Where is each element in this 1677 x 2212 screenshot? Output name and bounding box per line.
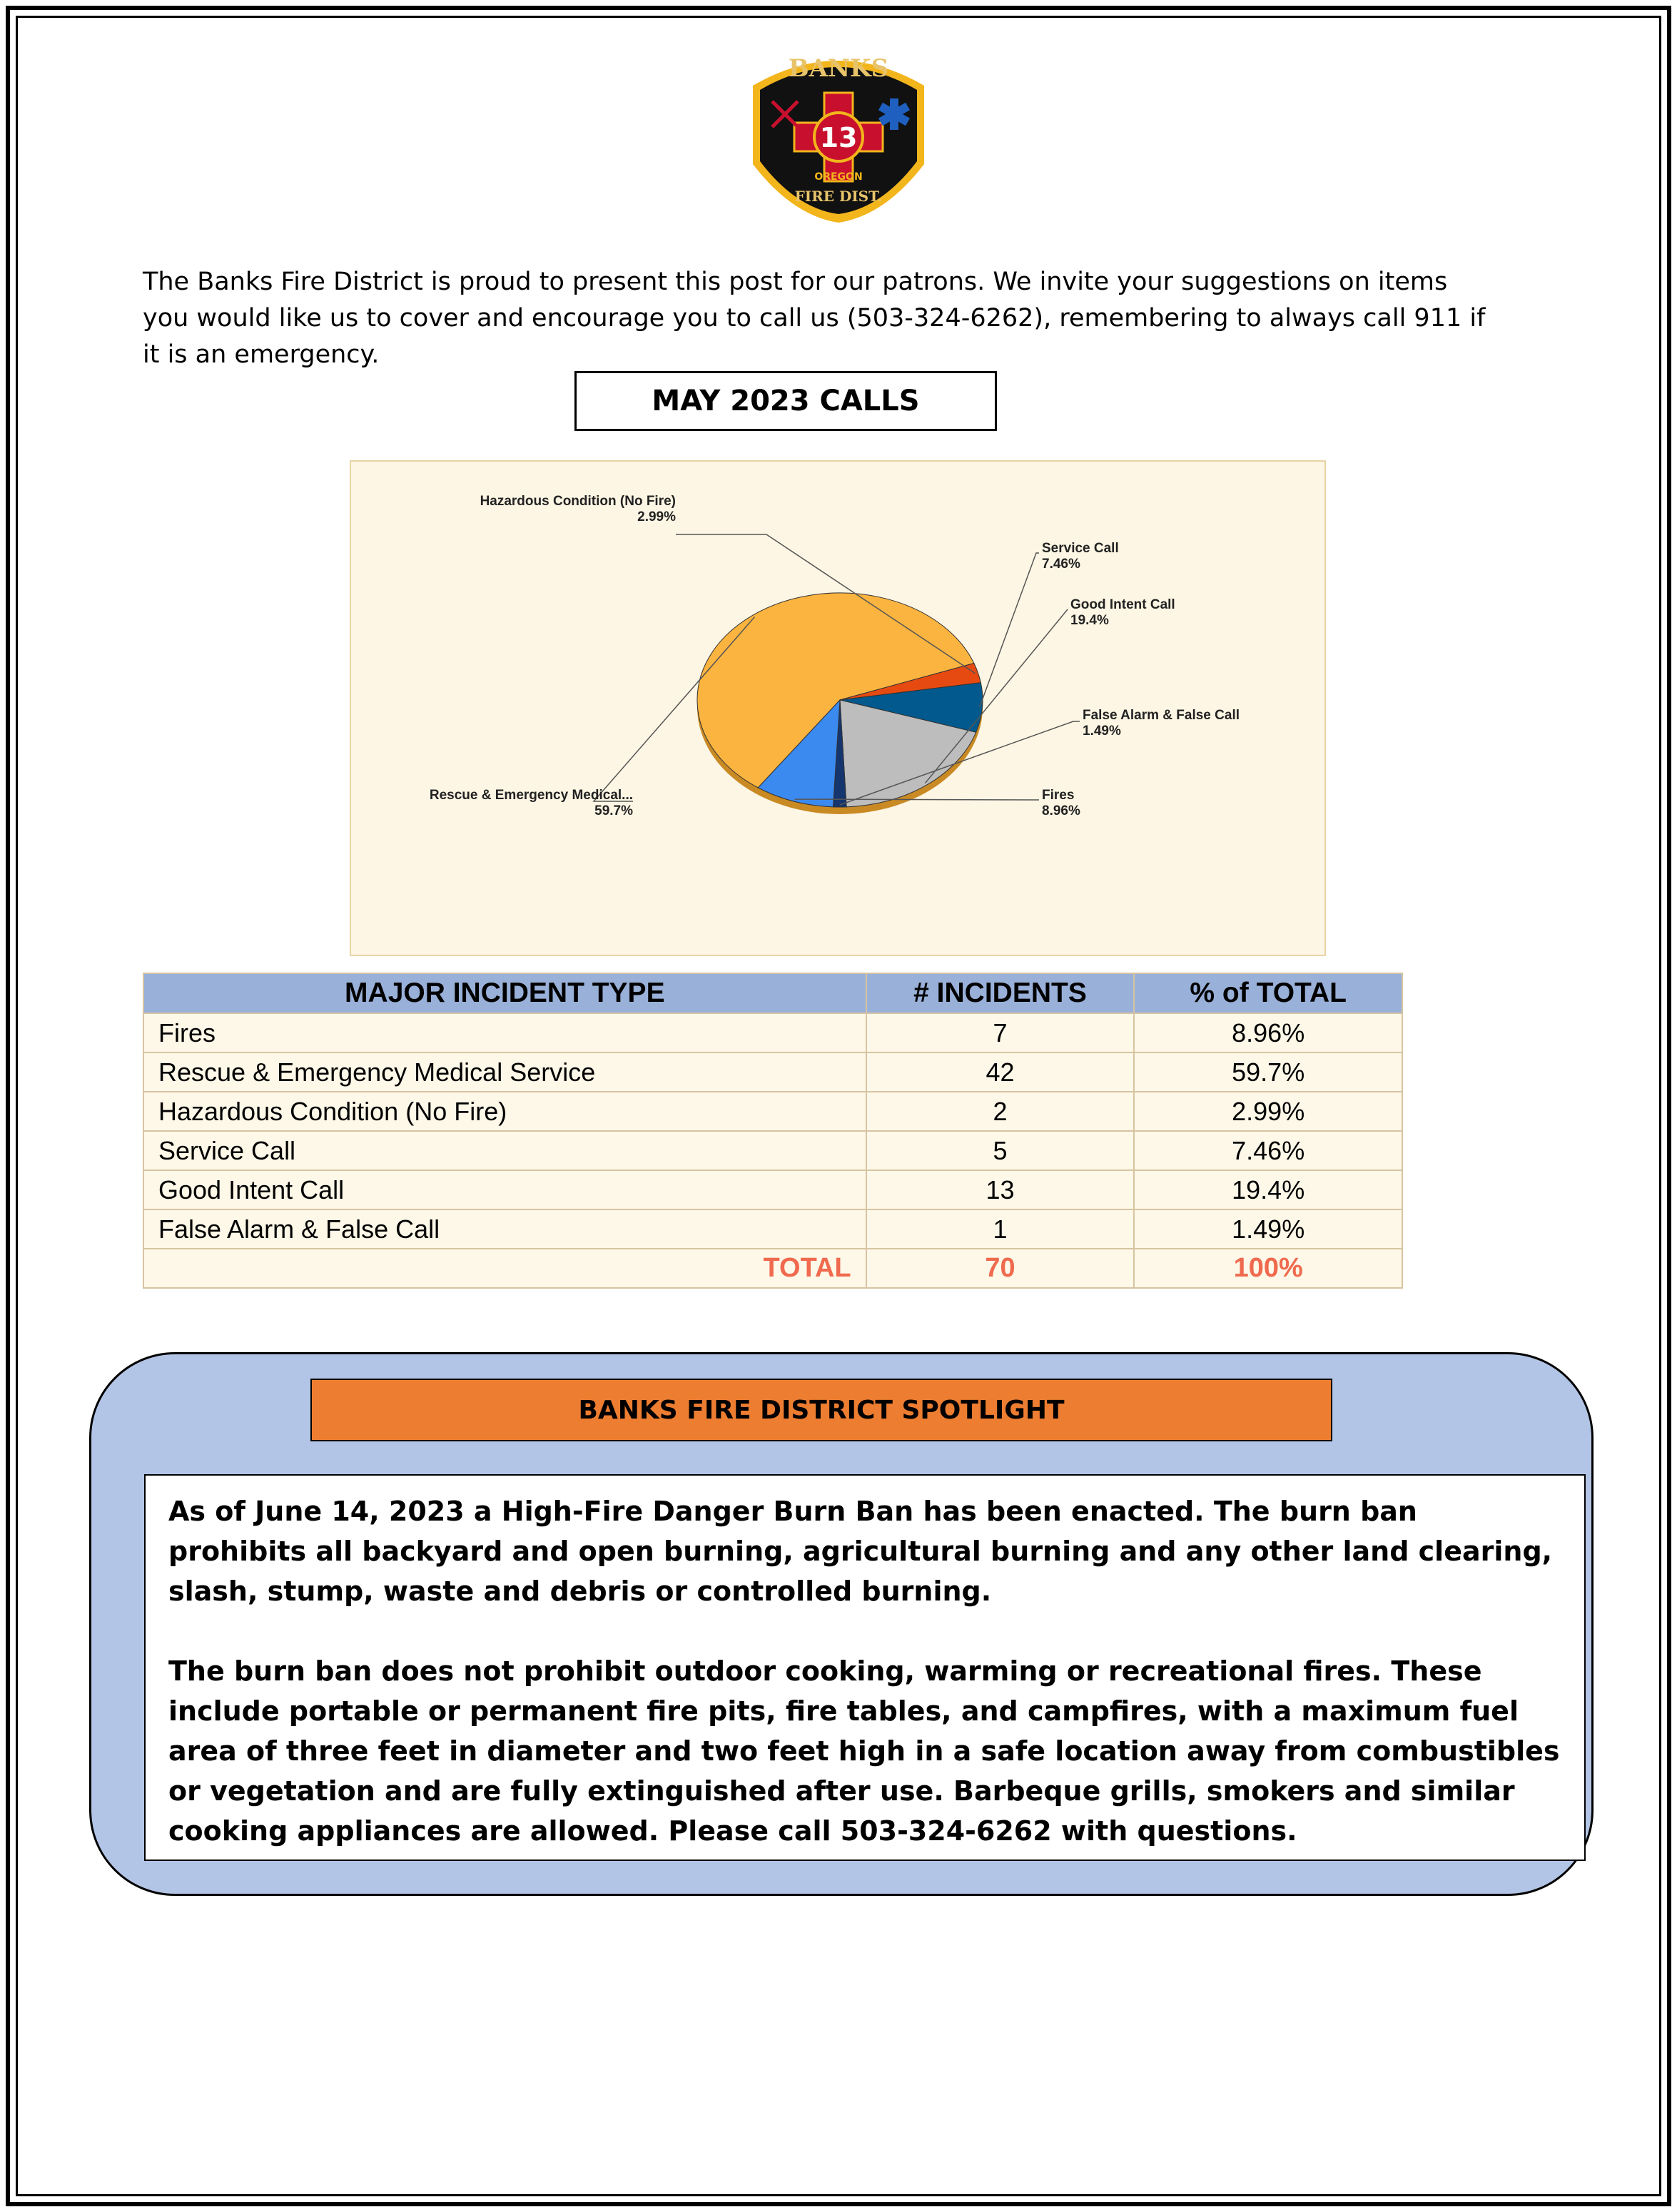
incidents-table xyxy=(143,973,1403,1289)
slice-category-label: False Alarm & False Call xyxy=(1083,708,1240,723)
table-row xyxy=(143,1170,1402,1209)
cell-percent: 7.46% xyxy=(1134,1131,1402,1170)
slice-category-label: Fires xyxy=(1042,788,1075,803)
slice-value-label: 7.46% xyxy=(1042,557,1080,572)
table-row xyxy=(143,1052,1402,1092)
table-header-row xyxy=(143,973,1402,1013)
slice-value-label: 1.49% xyxy=(1083,724,1121,739)
total-label: TOTAL xyxy=(143,1249,866,1288)
spotlight-paragraph-2: The burn ban does not prohibit outdoor cooking, warming or recreational fires. These include portable or permanent fire pits, fire tables, and campfires, with a maximum fuel area of three feet in diameter and two feet high in a safe location away from combustibles or vegetation and are fully extinguished after use. Barbeque grills, smokers and similar cooking appliances are allowed. Please call 503-324-6262 with questions. xyxy=(168,1655,1560,1847)
slice-category-label: Rescue & Emergency Medical... xyxy=(429,788,633,803)
cell-percent: 1.49% xyxy=(1134,1209,1402,1249)
pie-chart xyxy=(350,460,1326,956)
intro-paragraph: The Banks Fire District is proud to present this post for our patrons. We invite your suggestions on items you would like us to cover and encourage you to call us (503-324-6262), remembering to always call 911 if it is an emergency. xyxy=(143,268,1486,369)
cell-count: 1 xyxy=(866,1209,1135,1249)
pie-chart-svg xyxy=(351,462,1327,958)
table-row xyxy=(143,1092,1402,1131)
report-title: MAY 2023 CALLS xyxy=(574,371,997,431)
cell-count: 5 xyxy=(866,1131,1135,1170)
cell-type: Rescue & Emergency Medical Service xyxy=(143,1052,866,1092)
table-total-row xyxy=(143,1249,1402,1288)
table-row xyxy=(143,1209,1402,1249)
cell-percent: 19.4% xyxy=(1134,1170,1402,1209)
cell-type: Hazardous Condition (No Fire) xyxy=(143,1092,866,1131)
cell-percent: 8.96% xyxy=(1134,1013,1402,1052)
slice-value-label: 2.99% xyxy=(637,509,676,524)
cell-count: 7 xyxy=(866,1013,1135,1052)
cell-percent: 2.99% xyxy=(1134,1092,1402,1131)
logo-number: 13 xyxy=(819,122,858,153)
slice-category-label: Good Intent Call xyxy=(1070,597,1175,612)
cell-type: False Alarm & False Call xyxy=(143,1209,866,1249)
spotlight-body xyxy=(144,1474,1586,1861)
header-percent: % of TOTAL xyxy=(1134,973,1402,1013)
spotlight-heading: BANKS FIRE DISTRICT SPOTLIGHT xyxy=(310,1379,1332,1441)
cell-percent: 59.7% xyxy=(1134,1052,1402,1092)
slice-value-label: 59.7% xyxy=(594,803,633,818)
slice-category-label: Hazardous Condition (No Fire) xyxy=(480,494,676,509)
table-row xyxy=(143,1013,1402,1052)
header-incidents: # INCIDENTS xyxy=(866,973,1135,1013)
total-count: 70 xyxy=(866,1249,1135,1288)
logo-state: OREGON xyxy=(814,171,863,183)
logo-text-top: BANKS xyxy=(788,54,889,83)
slice-value-label: 19.4% xyxy=(1070,613,1109,628)
fire-district-logo xyxy=(717,30,960,237)
table-row xyxy=(143,1131,1402,1170)
leader-line xyxy=(979,553,1039,708)
header-incident-type: MAJOR INCIDENT TYPE xyxy=(143,973,866,1013)
logo-text-bottom: FIRE DIST. xyxy=(794,188,883,205)
cell-type: Fires xyxy=(143,1013,866,1052)
slice-value-label: 8.96% xyxy=(1042,803,1080,818)
slice-category-label: Service Call xyxy=(1042,541,1119,556)
cell-type: Good Intent Call xyxy=(143,1170,866,1209)
cell-count: 2 xyxy=(866,1092,1135,1131)
cell-type: Service Call xyxy=(143,1131,866,1170)
total-percent: 100% xyxy=(1134,1249,1402,1288)
cell-count: 42 xyxy=(866,1052,1135,1092)
spotlight-paragraph-1: As of June 14, 2023 a High-Fire Danger Burn Ban has been enacted. The burn ban prohibits all backyard and open burning, agricultural burning and any other land clearing, slash, stump, waste and debris or controlled burning. xyxy=(168,1496,1553,1607)
cell-count: 13 xyxy=(866,1170,1135,1209)
leader-line xyxy=(795,799,1039,800)
